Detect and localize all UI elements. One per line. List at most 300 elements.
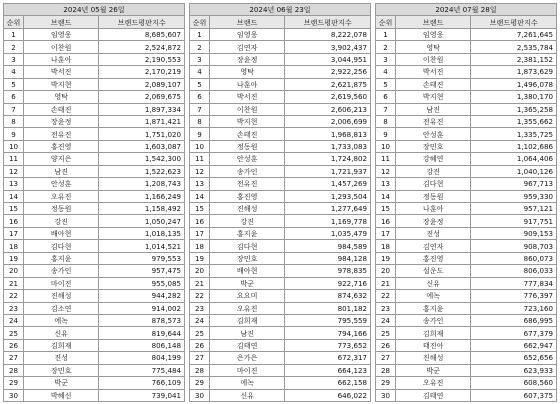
brand-name-cell: 진성 — [395, 227, 470, 239]
table-row — [376, 91, 557, 103]
table-row — [190, 302, 371, 314]
brand-name-cell: 홍진영 — [23, 140, 98, 152]
column-header-brand: 브랜드 — [23, 16, 98, 28]
table-row — [376, 389, 557, 401]
table-row — [4, 66, 185, 78]
brand-name-cell: 임영웅 — [209, 28, 284, 40]
rank-cell: 21 — [190, 277, 210, 289]
reputation-index-cell: 775,484 — [99, 364, 185, 376]
brand-name-cell: 이찬원 — [395, 53, 470, 65]
brand-name-cell: 홍지윤 — [23, 252, 98, 264]
brand-name-cell: 송가인 — [23, 265, 98, 277]
brand-name-cell: 김다현 — [209, 240, 284, 252]
rank-cell: 1 — [376, 28, 396, 40]
column-header-index: 브랜드평판지수 — [471, 16, 557, 28]
reputation-index-cell: 2,619,560 — [285, 91, 371, 103]
reputation-index-cell: 652,656 — [471, 352, 557, 364]
rank-cell: 28 — [376, 364, 396, 376]
table-row — [376, 53, 557, 65]
table-row — [376, 302, 557, 314]
table-row — [376, 227, 557, 239]
brand-name-cell: 오유진 — [23, 190, 98, 202]
rank-cell: 24 — [4, 314, 24, 326]
reputation-index-cell: 959,330 — [471, 190, 557, 202]
table-row — [190, 28, 371, 40]
rank-cell: 27 — [190, 352, 210, 364]
reputation-index-cell: 874,632 — [285, 290, 371, 302]
rank-cell: 8 — [376, 115, 396, 127]
reputation-index-cell: 3,044,951 — [285, 53, 371, 65]
brand-name-cell: 요요미 — [209, 290, 284, 302]
table-row — [190, 66, 371, 78]
reputation-index-cell: 1,040,126 — [471, 165, 557, 177]
reputation-index-cell: 2,069,675 — [99, 91, 185, 103]
table-row — [190, 215, 371, 227]
rank-cell: 17 — [190, 227, 210, 239]
table-row — [4, 128, 185, 140]
reputation-index-cell: 1,871,421 — [99, 115, 185, 127]
brand-name-cell: 강혜연 — [395, 153, 470, 165]
brand-name-cell: 마이진 — [209, 364, 284, 376]
rank-cell: 23 — [190, 302, 210, 314]
brand-name-cell: 진해성 — [395, 352, 470, 364]
rank-cell: 28 — [4, 364, 24, 376]
table-row — [4, 215, 185, 227]
reputation-index-cell: 1,968,813 — [285, 128, 371, 140]
reputation-index-cell: 672,317 — [285, 352, 371, 364]
table-row — [190, 91, 371, 103]
table-row — [190, 327, 371, 339]
ranking-blocks — [3, 3, 557, 402]
table-row — [4, 339, 185, 351]
table-row — [4, 41, 185, 53]
reputation-index-cell: 1,897,334 — [99, 103, 185, 115]
table-row — [4, 115, 185, 127]
table-row — [4, 240, 185, 252]
table-row — [4, 103, 185, 115]
table-row — [376, 66, 557, 78]
rank-cell: 8 — [4, 115, 24, 127]
rank-cell: 1 — [190, 28, 210, 40]
reputation-index-cell: 1,542,300 — [99, 153, 185, 165]
reputation-index-cell: 607,375 — [471, 389, 557, 401]
brand-name-cell: 배아현 — [209, 265, 284, 277]
reputation-index-cell: 686,995 — [471, 314, 557, 326]
brand-name-cell: 이찬원 — [209, 103, 284, 115]
reputation-index-cell: 723,160 — [471, 302, 557, 314]
rank-cell: 11 — [4, 153, 24, 165]
brand-name-cell: 정동원 — [395, 190, 470, 202]
brand-name-cell: 양지은 — [23, 153, 98, 165]
table-row — [376, 265, 557, 277]
table-row — [376, 140, 557, 152]
rank-cell: 16 — [4, 215, 24, 227]
brand-name-cell: 장윤정 — [23, 115, 98, 127]
table-row — [4, 277, 185, 289]
reputation-index-cell: 773,652 — [285, 339, 371, 351]
reputation-index-cell: 944,282 — [99, 290, 185, 302]
table-row — [376, 364, 557, 376]
brand-name-cell: 임영웅 — [23, 28, 98, 40]
table-row — [190, 128, 371, 140]
rank-cell: 27 — [376, 352, 396, 364]
brand-name-cell: 박군 — [395, 364, 470, 376]
rank-cell: 21 — [376, 277, 396, 289]
table-row — [4, 28, 185, 40]
rank-cell: 2 — [4, 41, 24, 53]
reputation-index-cell: 955,085 — [99, 277, 185, 289]
rank-cell: 20 — [376, 265, 396, 277]
reputation-index-cell: 1,751,020 — [99, 128, 185, 140]
rank-cell: 3 — [4, 53, 24, 65]
brand-name-cell: 송가인 — [209, 165, 284, 177]
rank-cell: 7 — [376, 103, 396, 115]
table-row — [4, 190, 185, 202]
brand-name-cell: 김희재 — [395, 327, 470, 339]
reputation-index-cell: 801,182 — [285, 302, 371, 314]
table-row — [190, 364, 371, 376]
brand-name-cell: 손태진 — [209, 128, 284, 140]
table-row — [376, 352, 557, 364]
reputation-index-cell: 777,834 — [471, 277, 557, 289]
brand-name-cell: 전유진 — [209, 178, 284, 190]
reputation-index-cell: 1,733,083 — [285, 140, 371, 152]
rank-cell: 7 — [190, 103, 210, 115]
brand-name-cell: 장윤정 — [395, 215, 470, 227]
brand-name-cell: 나훈아 — [395, 203, 470, 215]
rank-cell: 9 — [4, 128, 24, 140]
reputation-index-cell: 1,208,743 — [99, 178, 185, 190]
reputation-index-cell: 806,033 — [471, 265, 557, 277]
reputation-index-cell: 664,123 — [285, 364, 371, 376]
brand-name-cell: 태진아 — [395, 339, 470, 351]
table-row — [190, 115, 371, 127]
table-row — [376, 115, 557, 127]
rank-cell: 24 — [190, 314, 210, 326]
table-row — [4, 78, 185, 90]
brand-name-cell: 홍진영 — [395, 252, 470, 264]
table-row — [376, 215, 557, 227]
table-date-header: 2024년 07월 28일 — [376, 4, 557, 16]
brand-name-cell: 송가인 — [395, 314, 470, 326]
brand-name-cell: 임영웅 — [395, 28, 470, 40]
brand-name-cell: 안성훈 — [23, 178, 98, 190]
rank-cell: 19 — [190, 252, 210, 264]
rank-cell: 29 — [190, 377, 210, 389]
reputation-index-cell: 860,073 — [471, 252, 557, 264]
table-row — [376, 203, 557, 215]
reputation-index-cell: 1,064,406 — [471, 153, 557, 165]
brand-name-cell: 이찬원 — [23, 41, 98, 53]
rank-cell: 20 — [4, 265, 24, 277]
reputation-index-cell: 917,751 — [471, 215, 557, 227]
table-row — [190, 252, 371, 264]
reputation-index-cell: 978,835 — [285, 265, 371, 277]
rank-cell: 22 — [190, 290, 210, 302]
reputation-index-cell: 794,166 — [285, 327, 371, 339]
column-header-index: 브랜드평판지수 — [99, 16, 185, 28]
rank-cell: 20 — [190, 265, 210, 277]
table-row — [190, 178, 371, 190]
rank-cell: 22 — [376, 290, 396, 302]
brand-name-cell: 김희재 — [209, 314, 284, 326]
rank-cell: 15 — [376, 203, 396, 215]
brand-name-cell: 강진 — [23, 215, 98, 227]
reputation-index-cell: 1,724,802 — [285, 153, 371, 165]
rank-cell: 11 — [376, 153, 396, 165]
table-row — [190, 377, 371, 389]
column-header-rank: 순위 — [4, 16, 24, 28]
brand-name-cell: 전유진 — [23, 128, 98, 140]
table-row — [376, 290, 557, 302]
rank-cell: 7 — [4, 103, 24, 115]
reputation-index-cell: 2,621,875 — [285, 78, 371, 90]
reputation-index-cell: 1,050,247 — [99, 215, 185, 227]
reputation-index-cell: 979,553 — [99, 252, 185, 264]
rank-cell: 4 — [4, 66, 24, 78]
reputation-index-cell: 3,902,437 — [285, 41, 371, 53]
rank-cell: 14 — [190, 190, 210, 202]
brand-name-cell: 설운도 — [395, 265, 470, 277]
table-row — [4, 178, 185, 190]
brand-name-cell: 손태진 — [395, 78, 470, 90]
rank-cell: 5 — [376, 78, 396, 90]
reputation-index-cell: 662,158 — [285, 377, 371, 389]
brand-name-cell: 장민호 — [395, 140, 470, 152]
rank-cell: 23 — [376, 302, 396, 314]
rank-cell: 25 — [190, 327, 210, 339]
rank-cell: 27 — [4, 352, 24, 364]
table-row — [190, 227, 371, 239]
reputation-index-cell: 623,933 — [471, 364, 557, 376]
rank-cell: 25 — [4, 327, 24, 339]
reputation-index-cell: 908,703 — [471, 240, 557, 252]
reputation-index-cell: 7,261,645 — [471, 28, 557, 40]
brand-name-cell: 전유진 — [395, 115, 470, 127]
reputation-index-cell: 804,199 — [99, 352, 185, 364]
table-row — [190, 240, 371, 252]
ranking-table — [189, 3, 371, 402]
ranking-table — [3, 3, 185, 402]
rank-cell: 8 — [190, 115, 210, 127]
rank-cell: 17 — [376, 227, 396, 239]
reputation-index-cell: 1,457,269 — [285, 178, 371, 190]
table-row — [190, 103, 371, 115]
reputation-index-cell: 8,685,607 — [99, 28, 185, 40]
reputation-index-cell: 776,397 — [471, 290, 557, 302]
brand-name-cell: 김연자 — [395, 240, 470, 252]
brand-name-cell: 홍진영 — [209, 190, 284, 202]
brand-name-cell: 장윤정 — [209, 53, 284, 65]
rank-cell: 1 — [4, 28, 24, 40]
reputation-index-cell: 878,573 — [99, 314, 185, 326]
reputation-index-cell: 662,947 — [471, 339, 557, 351]
reputation-index-cell: 1,293,504 — [285, 190, 371, 202]
brand-name-cell: 김소연 — [23, 302, 98, 314]
rank-cell: 5 — [190, 78, 210, 90]
brand-name-cell: 영탁 — [395, 41, 470, 53]
rank-cell: 9 — [190, 128, 210, 140]
column-header-brand: 브랜드 — [395, 16, 470, 28]
brand-name-cell: 박서진 — [23, 66, 98, 78]
table-row — [376, 103, 557, 115]
table-row — [190, 352, 371, 364]
table-row — [4, 265, 185, 277]
reputation-index-cell: 1,018,135 — [99, 227, 185, 239]
brand-name-cell: 신유 — [395, 277, 470, 289]
brand-name-cell: 영탁 — [23, 91, 98, 103]
brand-name-cell: 김연자 — [209, 41, 284, 53]
brand-name-cell: 영탁 — [209, 66, 284, 78]
table-row — [190, 290, 371, 302]
rank-cell: 3 — [376, 53, 396, 65]
rank-cell: 3 — [190, 53, 210, 65]
reputation-index-cell: 914,002 — [99, 302, 185, 314]
reputation-index-cell: 766,109 — [99, 377, 185, 389]
reputation-index-cell: 1,355,662 — [471, 115, 557, 127]
table-row — [4, 140, 185, 152]
brand-name-cell: 박혜신 — [23, 389, 98, 401]
brand-name-cell: 에녹 — [395, 290, 470, 302]
rank-cell: 2 — [376, 41, 396, 53]
table-row — [4, 389, 185, 401]
rank-cell: 6 — [190, 91, 210, 103]
reputation-index-cell: 2,006,699 — [285, 115, 371, 127]
rank-cell: 13 — [376, 178, 396, 190]
table-row — [376, 128, 557, 140]
reputation-index-cell: 957,475 — [99, 265, 185, 277]
table-row — [190, 314, 371, 326]
rank-cell: 18 — [376, 240, 396, 252]
reputation-index-cell: 1,365,258 — [471, 103, 557, 115]
rank-cell: 2 — [190, 41, 210, 53]
table-row — [190, 389, 371, 401]
rank-cell: 4 — [190, 66, 210, 78]
brand-name-cell: 박군 — [23, 377, 98, 389]
table-row — [190, 265, 371, 277]
rank-cell: 18 — [4, 240, 24, 252]
ranking-tables — [3, 3, 557, 402]
table-row — [190, 140, 371, 152]
reputation-index-cell: 8,222,078 — [285, 28, 371, 40]
brand-name-cell: 나훈아 — [23, 53, 98, 65]
column-header-rank: 순위 — [190, 16, 210, 28]
reputation-index-cell: 2,535,784 — [471, 41, 557, 53]
table-row — [376, 252, 557, 264]
reputation-index-cell: 1,102,686 — [471, 140, 557, 152]
rank-cell: 21 — [4, 277, 24, 289]
table-row — [4, 302, 185, 314]
rank-cell: 30 — [4, 389, 24, 401]
reputation-index-cell: 2,524,872 — [99, 41, 185, 53]
rank-cell: 5 — [4, 78, 24, 90]
table-row — [4, 203, 185, 215]
brand-name-cell: 박서진 — [209, 91, 284, 103]
table-row — [4, 252, 185, 264]
brand-name-cell: 정동원 — [209, 140, 284, 152]
rank-cell: 30 — [190, 389, 210, 401]
table-row — [4, 165, 185, 177]
table-row — [4, 327, 185, 339]
reputation-index-cell: 1,721,937 — [285, 165, 371, 177]
brand-name-cell: 에녹 — [23, 314, 98, 326]
brand-name-cell: 에녹 — [209, 377, 284, 389]
brand-name-cell: 안성훈 — [209, 153, 284, 165]
reputation-index-cell: 1,380,170 — [471, 91, 557, 103]
reputation-index-cell: 2,922,256 — [285, 66, 371, 78]
table-row — [376, 327, 557, 339]
brand-name-cell: 나훈아 — [209, 78, 284, 90]
rank-cell: 19 — [4, 252, 24, 264]
reputation-index-cell: 2,089,107 — [99, 78, 185, 90]
table-row — [4, 53, 185, 65]
brand-name-cell: 박지현 — [395, 91, 470, 103]
brand-name-cell: 마이진 — [23, 277, 98, 289]
column-header-index: 브랜드평판지수 — [285, 16, 371, 28]
rank-cell: 26 — [4, 339, 24, 351]
brand-name-cell: 박군 — [209, 277, 284, 289]
brand-name-cell: 남진 — [23, 165, 98, 177]
table-row — [190, 165, 371, 177]
table-date-header: 2024년 05월 26일 — [4, 4, 185, 16]
rank-cell: 6 — [376, 91, 396, 103]
rank-cell: 13 — [190, 178, 210, 190]
brand-name-cell: 신유 — [209, 389, 284, 401]
reputation-index-cell: 984,128 — [285, 252, 371, 264]
rank-cell: 17 — [4, 227, 24, 239]
table-row — [190, 277, 371, 289]
table-row — [4, 91, 185, 103]
rank-cell: 22 — [4, 290, 24, 302]
table-row — [190, 203, 371, 215]
table-row — [376, 339, 557, 351]
brand-name-cell: 장민호 — [209, 252, 284, 264]
rank-cell: 16 — [190, 215, 210, 227]
table-row — [190, 153, 371, 165]
table-row — [376, 377, 557, 389]
rank-cell: 25 — [376, 327, 396, 339]
reputation-index-cell: 957,121 — [471, 203, 557, 215]
table-row — [4, 227, 185, 239]
rank-cell: 23 — [4, 302, 24, 314]
brand-name-cell: 박지현 — [209, 115, 284, 127]
table-row — [376, 240, 557, 252]
rank-cell: 29 — [4, 377, 24, 389]
reputation-index-cell: 1,169,778 — [285, 215, 371, 227]
brand-name-cell: 은가은 — [209, 352, 284, 364]
rank-cell: 14 — [376, 190, 396, 202]
table-row — [376, 153, 557, 165]
table-row — [190, 53, 371, 65]
brand-name-cell: 남진 — [209, 327, 284, 339]
brand-name-cell: 박서진 — [395, 66, 470, 78]
table-row — [190, 190, 371, 202]
rank-cell: 19 — [376, 252, 396, 264]
reputation-index-cell: 2,606,213 — [285, 103, 371, 115]
table-row — [376, 78, 557, 90]
brand-name-cell: 장민호 — [23, 364, 98, 376]
rank-cell: 10 — [376, 140, 396, 152]
table-row — [376, 28, 557, 40]
rank-cell: 10 — [4, 140, 24, 152]
rank-cell: 16 — [376, 215, 396, 227]
rank-cell: 30 — [376, 389, 396, 401]
brand-name-cell: 김희재 — [23, 339, 98, 351]
brand-name-cell: 신유 — [23, 327, 98, 339]
table-row — [376, 165, 557, 177]
brand-name-cell: 안성훈 — [395, 128, 470, 140]
reputation-index-cell: 1,873,629 — [471, 66, 557, 78]
